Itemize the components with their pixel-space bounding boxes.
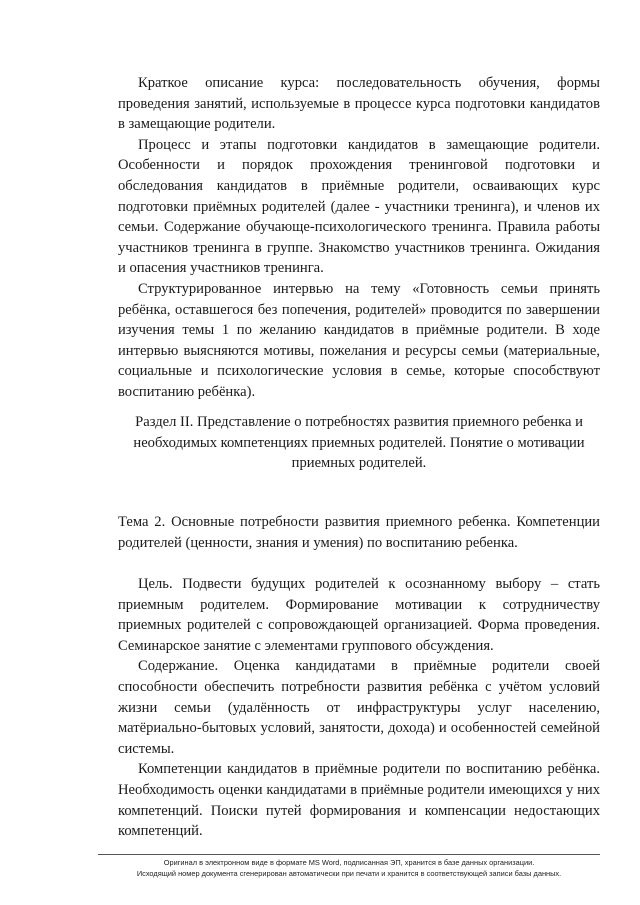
course-description-paragraph: Краткое описание курса: последовательность обучения, формы проведения занятий, используемые в процессе курса подготовки кандидатов в замещающие родители.	[118, 75, 600, 133]
content-paragraph: Содержание. Оценка кандидатами в приёмные родители своей способности обеспечить потребности развития ребёнка с учётом условий жизни семьи (удалённость от инфраструктуры услуг населению, матёриально-бытовых условий, занятости, дохода) и особенностей семейной системы.	[118, 658, 600, 757]
topic-2-title: Тема 2. Основные потребности развития приемного ребенка. Компетенции родителей (ценности, знания и умения) по воспитанию ребенка.	[118, 514, 600, 551]
goal-paragraph: Цель. Подвести будущих родителей к осознанному выбору – стать приемным родителем. Формирование мотивации к сотрудничеству приемных родителей с сопровождающей организацией. Форма проведения. Семинарское занятие с элементами группового обсуждения.	[118, 576, 600, 654]
section-2-title: Раздел II. Представление о потребностях развития приемного ребенка и необходимых компетенциях приемных родителей. Понятие о мотивации приемных родителей.	[133, 414, 585, 472]
topic-2-body	[118, 574, 600, 842]
footer-line-number: Исходящий номер документа сгенерирован автоматически при печати и хранится в соответствующей записи базы данных.	[136, 869, 562, 878]
process-stages-paragraph: Процесс и этапы подготовки кандидатов в замещающие родители. Особенности и порядок прохождения тренинговой подготовки и обследования кандидатов в приёмные родители, осваивающих курс подготовки приёмных родителей (далее - участники тренинга), и членов их семьи. Содержание обучающе-психологического тренинга. Правила работы участников тренинга в группе. Знакомство участников тренинга. Ожидания и опасения участников тренинга.	[118, 136, 600, 277]
footer-divider	[98, 854, 600, 855]
footer-line-original: Оригинал в электронном виде в формате MS Word, подписанная ЭП, хранится в базе данных организации.	[163, 858, 535, 867]
intro-block	[118, 73, 600, 403]
interview-paragraph: Структурированное интервью на тему «Готовность семьи принять ребёнка, оставшегося без попечения, родителей» проводится по завершении изучения темы 1 по желанию кандидатов в приёмные родители. В ходе интервью выясняются мотивы, пожелания и ресурсы семьи (материальные, социальные и психологические условия в семье, которые способствуют воспитанию ребёнка).	[118, 280, 600, 400]
competencies-paragraph: Компетенции кандидатов в приёмные родители по воспитанию ребёнка. Необходимость оценки кандидатами в приёмные родители имеющихся у них компетенций. Поиски путей формирования и компенсации недостающих компетенций.	[118, 761, 600, 840]
